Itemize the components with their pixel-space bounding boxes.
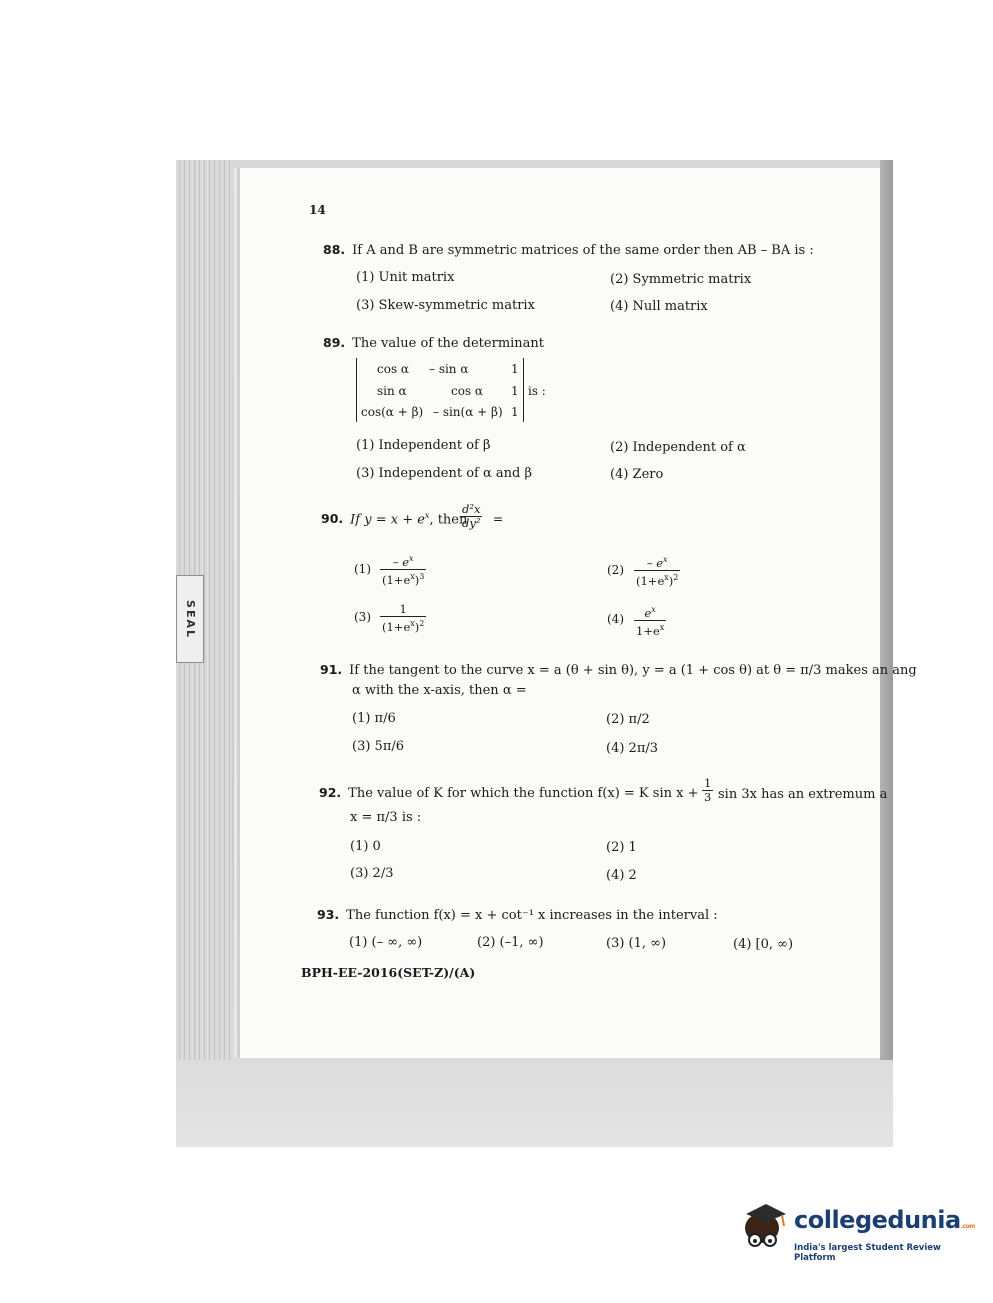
q92-option-3: (3) 2/3 xyxy=(350,866,394,881)
question-89 xyxy=(323,335,544,351)
q91-option-3: (3) 5π/6 xyxy=(352,739,405,754)
question-number: 90. xyxy=(321,511,344,527)
question-number: 88. xyxy=(323,242,346,257)
q92-option-4: (4) 2 xyxy=(606,868,637,883)
question-92-line-1-end: sin 3x has an extremum a xyxy=(718,787,888,802)
fraction-numerator: 1 xyxy=(399,602,407,616)
equals-sign: = xyxy=(493,512,504,526)
q88-option-1: (1) Unit matrix xyxy=(356,270,455,285)
q90-option-4-fraction xyxy=(634,603,666,638)
q89-option-1: (1) Independent of β xyxy=(356,438,491,453)
q93-option-3: (3) (1, ∞) xyxy=(606,936,667,951)
q88-option-4: (4) Null matrix xyxy=(610,299,708,314)
q89-option-3: (3) Independent of α and β xyxy=(356,466,532,481)
q89-option-4: (4) Zero xyxy=(610,467,664,482)
q90-option-3-fraction xyxy=(380,603,426,634)
q92-option-2: (2) 1 xyxy=(606,840,637,855)
logo-name: collegedunia xyxy=(794,1206,961,1234)
matrix-cell: 1 xyxy=(511,362,519,376)
question-text: If A and B are symmetric matrices of the same order then AB – BA is : xyxy=(352,243,814,258)
matrix-cell: cos α xyxy=(377,362,410,376)
q93-option-1: (1) (– ∞, ∞) xyxy=(349,935,423,950)
fraction-denominator: $(1+e^x)^3$ xyxy=(380,569,426,587)
q90-label-4: (4) xyxy=(607,612,624,626)
q89-option-2: (2) Independent of α xyxy=(610,440,746,455)
q91-option-2: (2) π/2 xyxy=(606,712,650,727)
fraction-numerator: – $e^x$ xyxy=(646,555,668,570)
fraction-denominator: $1+e^x$ xyxy=(634,620,666,638)
page-edge-shadow xyxy=(880,160,893,1060)
question-93 xyxy=(317,907,718,923)
paper-code-footer: BPH-EE-2016(SET-Z)/(A) xyxy=(301,965,476,980)
q90-option-1-fraction xyxy=(380,552,426,587)
fraction-denominator: $(1+e^x)^2$ xyxy=(634,570,680,588)
derivative-denominator: dy² xyxy=(462,516,481,530)
fraction-numerator: $e^x$ xyxy=(644,605,656,620)
fraction-denominator: $(1+e^x)^2$ xyxy=(380,616,426,634)
seal-label xyxy=(176,575,204,663)
fraction-numerator: – $e^x$ xyxy=(392,554,414,569)
question-number: 92. xyxy=(319,785,342,800)
q93-option-2: (2) (–1, ∞) xyxy=(477,935,544,950)
matrix-cell: 1 xyxy=(511,405,519,419)
logo-wordmark xyxy=(794,1206,975,1234)
question-92-line-2: x = π/3 is : xyxy=(350,810,422,825)
question-text: The function f(x) = x + cot⁻¹ x increases in the interval : xyxy=(346,908,718,923)
question-number: 89. xyxy=(323,335,346,350)
matrix-cell: – sin(α + β) xyxy=(433,405,503,419)
determinant-matrix xyxy=(356,358,524,422)
matrix-cell: – sin α xyxy=(429,362,469,376)
question-88 xyxy=(323,242,814,258)
matrix-cell: cos(α + β) xyxy=(361,405,424,419)
mascot-icon xyxy=(736,1196,794,1256)
matrix-cell: cos α xyxy=(451,384,484,398)
seal-text: SEAL xyxy=(183,599,197,639)
fraction-denominator: 3 xyxy=(704,790,712,804)
q88-option-2: (2) Symmetric matrix xyxy=(610,272,752,287)
derivative-numerator: d²x xyxy=(462,502,481,516)
exam-page xyxy=(240,168,880,1058)
derivative-fraction xyxy=(460,503,482,530)
question-text: If the tangent to the curve x = a (θ + sin θ), y = a (1 + cos θ) at θ = π/3 makes an ang xyxy=(349,663,917,678)
determinant-suffix: is : xyxy=(528,384,546,398)
page-number: 14 xyxy=(309,203,326,217)
question-text-after: , then xyxy=(429,512,468,528)
collegedunia-logo[interactable] xyxy=(736,1196,975,1263)
one-third-fraction xyxy=(702,777,713,804)
q90-option-2-fraction xyxy=(634,553,680,588)
q91-option-4: (4) 2π/3 xyxy=(606,741,659,756)
q90-label-2: (2) xyxy=(607,563,624,577)
question-91 xyxy=(320,662,917,678)
question-text: If y = x + e xyxy=(350,512,425,528)
matrix-cell: sin α xyxy=(377,384,407,398)
question-number: 93. xyxy=(317,907,340,922)
exponent: x xyxy=(424,511,430,520)
logo-suffix: .com xyxy=(960,1223,975,1230)
q91-option-1: (1) π/6 xyxy=(352,711,396,726)
q88-option-3: (3) Skew-symmetric matrix xyxy=(356,298,535,313)
q90-label-3: (3) xyxy=(354,610,371,624)
fraction-numerator: 1 xyxy=(704,776,712,790)
question-text: The value of K for which the function f(x) = K sin x + xyxy=(348,786,699,801)
question-90 xyxy=(321,511,467,527)
matrix-cell: 1 xyxy=(511,384,519,398)
question-text: The value of the determinant xyxy=(352,336,545,351)
question-92 xyxy=(319,785,698,801)
q93-option-4: (4) [0, ∞) xyxy=(733,937,794,952)
question-91-line-2: α with the x-axis, then α = xyxy=(352,683,527,698)
logo-tagline: India's largest Student Review Platform xyxy=(794,1243,941,1263)
q92-option-1: (1) 0 xyxy=(350,839,381,854)
q90-label-1: (1) xyxy=(354,562,371,576)
question-number: 91. xyxy=(320,662,343,677)
